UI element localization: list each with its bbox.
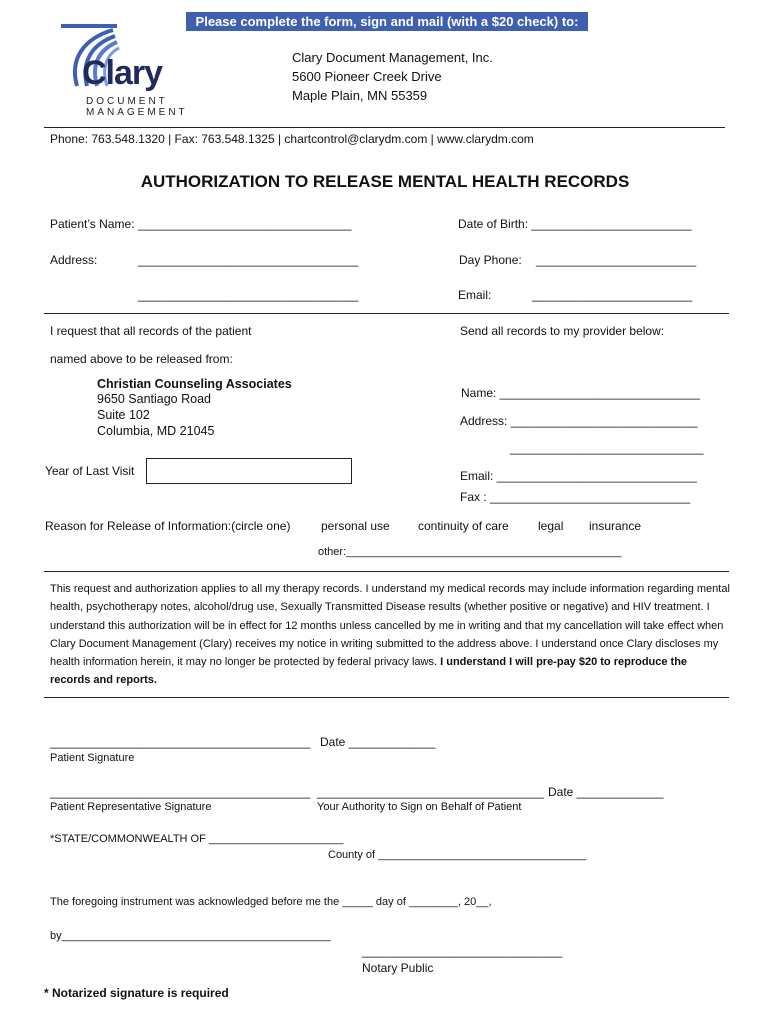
acknowledged-by-field[interactable]: by____________________________________________ (50, 930, 331, 942)
mail-instructions-banner: Please complete the form, sign and mail (with a $20 check) to: (186, 12, 588, 31)
logo-line2: MANAGEMENT (86, 107, 188, 118)
day-phone-field[interactable]: ________________________ (536, 253, 697, 267)
acknowledgement-text[interactable]: The foregoing instrument was acknowledged before me the _____ day of ________, 20__, (50, 896, 492, 908)
company-name: Clary Document Management, Inc. (292, 50, 493, 65)
prepay-statement: I understand I will pre-pay $20 to reproduce the records and reports. (50, 656, 688, 687)
logo-line1: DOCUMENT (86, 96, 168, 107)
patient-signature-line[interactable]: _______________________________________ (50, 735, 311, 749)
company-street: 5600 Pioneer Creek Drive (292, 69, 442, 84)
day-phone-label: Day Phone: (459, 253, 522, 267)
provider-to-email-field[interactable]: Email: ______________________________ (460, 469, 697, 483)
header-divider (44, 127, 725, 128)
request-text-line1: I request that all records of the patient (50, 324, 252, 338)
provider-from-name: Christian Counseling Associates (97, 377, 292, 391)
email-field[interactable]: ________________________ (532, 288, 693, 302)
address-field-line2[interactable]: _________________________________ (138, 288, 359, 302)
reason-option-insurance[interactable]: insurance (589, 519, 642, 533)
provider-to-fax-field[interactable]: Fax : ______________________________ (460, 490, 691, 504)
company-city: Maple Plain, MN 55359 (292, 88, 428, 103)
provider-from-city: Columbia, MD 21045 (97, 424, 215, 438)
reason-other-field[interactable]: other:_____________________________________________ (318, 546, 622, 558)
representative-signature-line[interactable]: _______________________________________ (50, 785, 311, 799)
state-field[interactable]: *STATE/COMMONWEALTH OF ______________________ (50, 833, 344, 845)
reason-label: Reason for Release of Information:(circle one) (45, 519, 291, 533)
representative-date-field[interactable]: Date _____________ (548, 785, 664, 799)
send-records-text: Send all records to my provider below: (460, 324, 665, 338)
date-of-birth-field[interactable]: Date of Birth: ________________________ (458, 217, 692, 231)
year-last-visit-input[interactable] (146, 458, 352, 484)
authorization-text: This request and authorization applies to all my therapy records. I understand my medical records may include information regarding mental health, psychotherapy notes, alcohol/drug use, Sexually Transmitted Disease results (whether positive or negative) and HIV treatment. I understand this authorization will be in effect for 12 months unless cancelled by me in writing and that my cancellation will take effect when Clary Document Management (Clary) receives my notice in writing submitted to the address above. I understand once Clary discloses my health information herein, it may no longer be protected by federal privacy laws. (50, 583, 730, 669)
reason-option-continuity-of-care[interactable]: continuity of care (418, 519, 509, 533)
authorization-top-divider (44, 571, 729, 572)
email-label: Email: (458, 288, 492, 302)
clary-logo (55, 20, 188, 125)
county-field[interactable]: County of __________________________________ (328, 849, 587, 861)
provider-from-suite: Suite 102 (97, 408, 150, 422)
notarized-required-note: * Notarized signature is required (44, 986, 229, 1000)
patient-signature-date-field[interactable]: Date _____________ (320, 735, 436, 749)
representative-signature-label: Patient Representative Signature (50, 801, 212, 813)
provider-to-address-field-line2[interactable]: _____________________________ (510, 441, 704, 455)
provider-to-name-field[interactable]: Name: ______________________________ (461, 386, 700, 400)
reason-option-personal-use[interactable]: personal use (321, 519, 390, 533)
authority-label: Your Authority to Sign on Behalf of Patient (317, 801, 522, 813)
address-label: Address: (50, 253, 98, 267)
reason-option-legal[interactable]: legal (538, 519, 564, 533)
request-text-line2: named above to be released from: (50, 352, 233, 366)
authorization-paragraph (50, 580, 730, 690)
notary-signature-line[interactable]: ______________________________ (362, 944, 563, 958)
authority-line[interactable]: __________________________________ (317, 785, 544, 799)
form-title: AUTHORIZATION TO RELEASE MENTAL HEALTH RECORDS (140, 172, 630, 191)
address-field[interactable]: _________________________________ (138, 253, 359, 267)
patient-name-field[interactable]: Patient’s Name: ________________________________ (50, 217, 352, 231)
year-last-visit-label: Year of Last Visit (45, 464, 135, 478)
contact-line: Phone: 763.548.1320 | Fax: 763.548.1325 | chartcontrol@clarydm.com | www.clarydm.com (50, 132, 534, 146)
logo-name: Clary (82, 54, 163, 92)
notary-public-label: Notary Public (362, 961, 434, 975)
section-divider (44, 313, 729, 314)
patient-signature-label: Patient Signature (50, 752, 135, 764)
provider-to-address-field[interactable]: Address: ____________________________ (460, 414, 698, 428)
authorization-bottom-divider (44, 697, 729, 698)
provider-from-street: 9650 Santiago Road (97, 392, 211, 406)
